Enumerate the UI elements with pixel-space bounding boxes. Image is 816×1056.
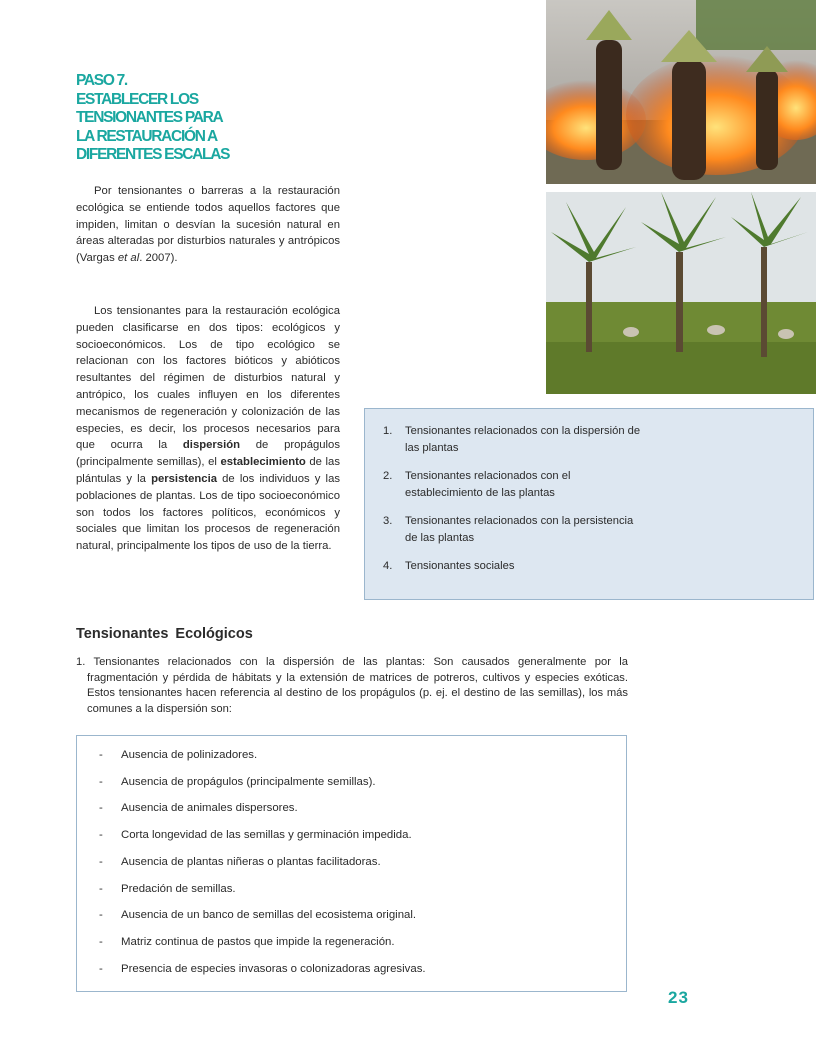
bullet-dash: -	[99, 775, 103, 788]
para1-text-end: . 2007).	[139, 252, 178, 265]
bullet-dash: -	[99, 855, 103, 868]
bullet-dash: -	[99, 909, 103, 922]
list-item	[99, 929, 626, 956]
cause-text: Ausencia de animales dispersores.	[121, 802, 298, 815]
bullet-dash: -	[99, 882, 103, 895]
heading-line: LA RESTAURACIÓN A	[76, 127, 217, 145]
item-number: 2.	[383, 470, 393, 482]
list-item	[99, 849, 626, 876]
list-item	[99, 876, 626, 903]
para1-text: Por tensionantes o barreras a la restauración ecológica se entiende todos aquellos factores que impiden, limitan o desvían la sucesión natural en áreas alteradas por disturbios naturales y antrópicos (Vargas	[76, 185, 340, 265]
para2-text: de las plántulas y la	[76, 456, 340, 485]
bullet-dash: -	[99, 962, 103, 975]
item-text: Tensionantes relacionados con el establecimiento de las plantas	[405, 470, 571, 499]
bullet-dash: -	[99, 935, 103, 948]
heading-line: ESTABLECER LOS	[76, 90, 198, 108]
cause-text: Predación de semillas.	[121, 882, 236, 895]
list-item	[99, 795, 626, 822]
bullet-dash: -	[99, 802, 103, 815]
cause-text: Ausencia de propágulos (principalmente semillas).	[121, 775, 376, 788]
para2-bold-dispersion: dispersión	[182, 439, 241, 452]
dispersion-paragraph	[76, 655, 628, 717]
dispersion-causes-box	[76, 735, 627, 992]
para2-bold-persistence: persistencia	[151, 472, 217, 485]
page-number: 23	[668, 988, 689, 1007]
item-number: 4.	[383, 560, 393, 572]
list-item	[383, 468, 813, 501]
heading-line: PASO 7.	[76, 72, 127, 89]
cause-text: Ausencia de polinizadores.	[121, 749, 258, 761]
item-text: Tensionantes relacionados con la dispersión de las plantas	[405, 425, 641, 454]
cause-text: Corta longevidad de las semillas y germinación impedida.	[121, 829, 412, 842]
dispersion-text: 1. Tensionantes relacionados con la dispersión de las plantas: Son causados generalmente por la fragmentación y pérdida de hábitats y la extensión de matrices de potreros, cultivos y especies exóticas. Estos tensionantes hacen referencia al destino de los propágulos (p. ej. el destino de las semillas), los más comunes a la dispersión son:	[76, 656, 628, 715]
para2-bold-establishment: establecimiento	[220, 456, 306, 469]
list-item	[383, 513, 813, 546]
tensionant-types-box	[364, 408, 814, 600]
intro-paragraph-1	[76, 183, 340, 267]
list-item	[99, 822, 626, 849]
cause-text: Presencia de especies invasoras o colonizadoras agresivas.	[121, 962, 426, 975]
item-text: Tensionantes sociales	[405, 560, 515, 572]
para1-emphasis: et al	[117, 252, 140, 265]
cause-text: Ausencia de plantas niñeras o plantas facilitadoras.	[121, 855, 381, 868]
step-heading	[76, 72, 296, 165]
list-item	[99, 956, 626, 983]
cause-text: Ausencia de un banco de semillas del ecosistema original.	[121, 909, 417, 922]
bullet-dash: -	[99, 829, 103, 842]
list-item	[383, 423, 813, 456]
item-number: 3.	[383, 515, 393, 527]
list-item	[99, 769, 626, 796]
cause-text: Matriz continua de pastos que impide la regeneración.	[121, 935, 395, 948]
heading-line: TENSIONANTES PARA	[76, 109, 223, 126]
intro-paragraph-2	[76, 303, 340, 555]
item-text: Tensionantes relacionados con la persistencia de las plantas	[405, 515, 634, 544]
item-number: 1.	[383, 425, 393, 437]
burning-frailejon-photo	[546, 0, 816, 184]
para2-text: de los individuos y las poblaciones de plantas. Los de tipo socioeconómico son todos los factores políticos, económicos y sociales que limitan los procesos de regeneración natural, principalmente los tipos de uso de la tierra.	[76, 472, 341, 553]
para2-text: de propágulos (principalmente semillas), el	[76, 439, 340, 469]
section-title: Tensionantes Ecológicos	[76, 626, 253, 642]
para2-text: Los tensionantes para la restauración ecológica pueden clasificarse en dos tipos: ecológicos y socioeconómicos. Los de tipo ecológico se relacionan con los factores bióticos y abióticos resultantes del régimen de disturbios natural y antrópico, los cuales influyen en los diferentes mecanismos de regeneración y colonización de las especies, es decir, los procesos necesarios para que ocurra la	[76, 305, 340, 452]
bullet-dash: -	[99, 749, 103, 761]
list-item	[383, 558, 813, 575]
heading-line: DIFERENTES ESCALAS	[76, 146, 230, 163]
list-item	[99, 902, 626, 929]
list-item	[99, 742, 626, 769]
palm-pasture-photo	[546, 192, 816, 394]
